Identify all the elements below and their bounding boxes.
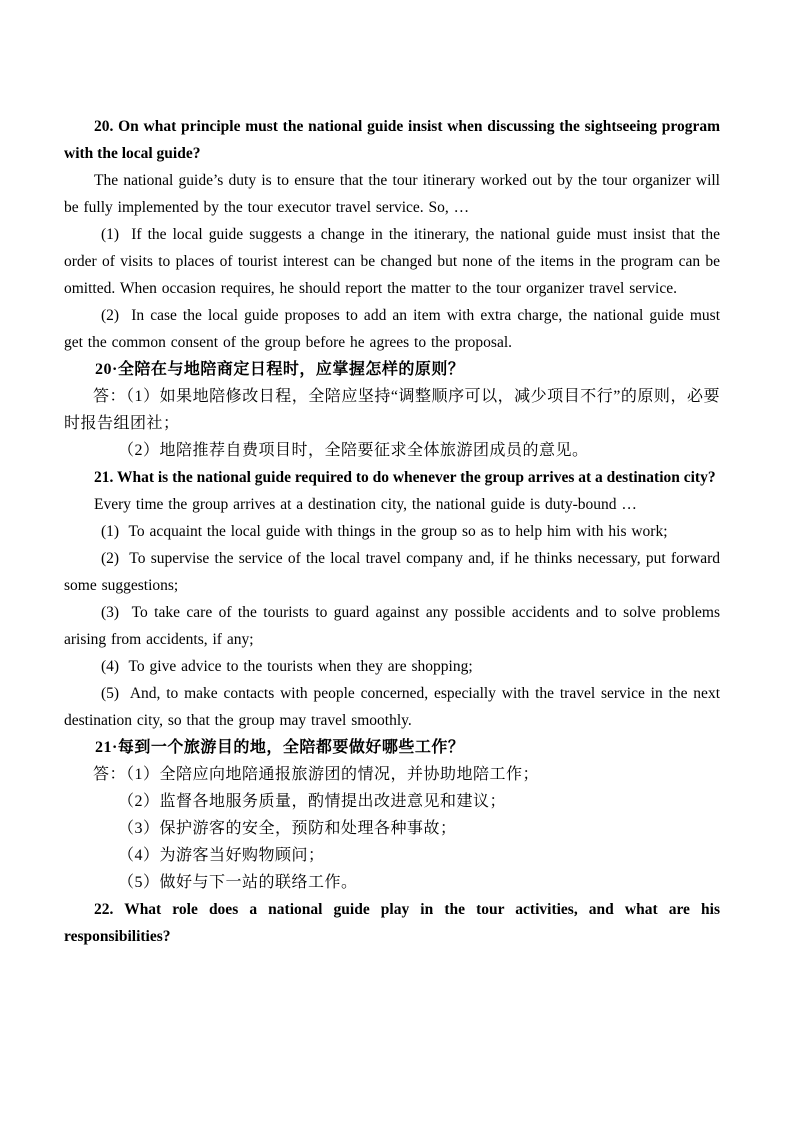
q22-en-question: 22. What role does a national guide play in the tour activities, and what are his responsibilities? <box>64 901 720 945</box>
q21-zh-answer-point-2: （2）监督各地服务质量，酌情提出改进意见和建议； <box>118 793 507 810</box>
q20-en-answer-point-2: (2) In case the local guide proposes to add an item with extra charge, the national guide must get the common consent of the group before he agrees to the proposal. <box>64 307 720 351</box>
q21-zh-question: 21·每到一个旅游目的地，全陪都要做好哪些工作？ <box>95 739 465 756</box>
q20-en-answer-intro: The national guide’s duty is to ensure that the tour itinerary worked out by the tour organizer will be fully implemented by the tour executor travel service. So, … <box>64 172 720 216</box>
q21-zh-answer-point-4: （4）为游客当好购物顾问； <box>118 847 325 864</box>
q20-en-question: 20. On what principle must the national guide insist when discussing the sightseeing program with the local guide? <box>64 118 720 162</box>
q21-zh-answer-point-3: （3）保护游客的安全，预防和处理各种事故； <box>118 820 457 837</box>
q21-en-question: 21. What is the national guide required to do whenever the group arrives at a destination city? <box>94 469 716 486</box>
q20-en-answer-point-1: (1) If the local guide suggests a change in the itinerary, the national guide must insist that the order of visits to places of tourist interest can be changed but none of the items in the program can be omitted. When occasion requires, he should report the matter to the tour organizer travel service. <box>64 226 720 297</box>
q21-zh-answer-point-1: 答：（1）全陪应向地陪通报旅游团的情况，并协助地陪工作； <box>93 766 540 783</box>
q21-zh-answer-point-5: （5）做好与下一站的联络工作。 <box>118 874 358 891</box>
q21-en-answer-point-1: (1) To acquaint the local guide with things in the group so as to help him with his work; <box>101 523 668 540</box>
q20-zh-answer-point-2: （2）地陪推荐自费项目时，全陪要征求全体旅游团成员的意见。 <box>118 442 589 459</box>
q21-en-answer-point-2: (2) To supervise the service of the local travel company and, if he thinks necessary, put forward some suggestions; <box>64 550 720 594</box>
q20-zh-question: 20·全陪在与地陪商定日程时，应掌握怎样的原则？ <box>95 361 465 378</box>
q21-en-answer-point-4: (4) To give advice to the tourists when they are shopping; <box>101 658 473 675</box>
q21-en-answer-point-5: (5) And, to make contacts with people concerned, especially with the travel service in the next destination city, so that the group may travel smoothly. <box>64 685 720 729</box>
q20-zh-answer-point-1: 答：（1）如果地陪修改日程，全陪应坚持“调整顺序可以，减少项目不行”的原则，必要时报告组团社； <box>64 388 720 432</box>
q21-en-answer-point-3: (3) To take care of the tourists to guard against any possible accidents and to solve problems arising from accidents, if any; <box>64 604 720 648</box>
q21-en-answer-intro: Every time the group arrives at a destination city, the national guide is duty-bound … <box>94 496 637 513</box>
